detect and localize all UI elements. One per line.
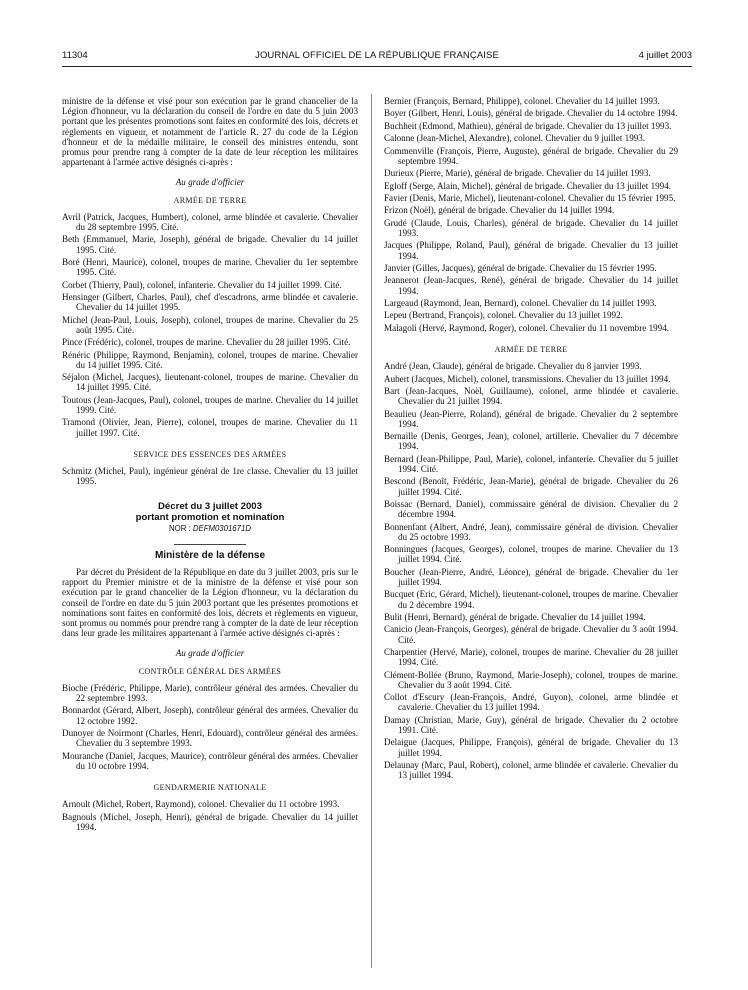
list-item: Pince (Frédéric), colonel, troupes de marine. Chevalier du 28 juillet 1995. Cité. — [62, 337, 351, 348]
journal-title: JOURNAL OFFICIEL DE LA RÉPUBLIQUE FRANÇAISE — [255, 50, 499, 61]
list-item: Canicio (Jean-François, Georges), général de brigade. Chevalier du 3 août 1994. Cité. — [384, 624, 678, 645]
list-item: Jeannerot (Jean-Jacques, René), général de brigade. Chevalier du 14 juillet 1994. — [384, 275, 678, 296]
list-item: Dunoyer de Noirmont (Charles, Henri, Edouard), contrôleur général des armées. Chevalier du 3 septembre 1993. — [62, 727, 358, 749]
entry-list — [62, 212, 358, 438]
list-item: Jacques (Philippe, Roland, Paul), général de brigade. Chevalier du 13 juillet 1994. — [384, 240, 678, 261]
issue-date: 4 juillet 2003 — [638, 50, 692, 61]
list-item: Mouranche (Daniel, Jacques, Maurice), contrôleur général des armées. Chevalier du 10 octobre 1994. — [62, 750, 358, 771]
list-item: Bagnouls (Michel, Joseph, Henri), général de brigade. Chevalier du 14 juillet 1994. — [62, 811, 358, 832]
list-item: Largeaud (Raymond, Jean, Bernard), colonel. Chevalier du 14 juillet 1993. — [384, 297, 657, 308]
list-item: Damay (Christian, Marie, Guy), général de brigade. Chevalier du 2 octobre 1991. Cité. — [384, 714, 678, 735]
list-item: Durieux (Pierre, Marie), général de brigade. Chevalier du 14 juillet 1993. — [384, 168, 651, 179]
decree-title — [62, 501, 358, 523]
decree-title-line-1: Décret du 3 juillet 2003 — [158, 500, 262, 512]
section-heading: GENDARMERIE NATIONALE — [153, 783, 267, 793]
list-item: Bucquet (Eric, Gérard, Michel), lieutenant-colonel, troupes de marine. Chevalier du 2 décembre 1994. — [384, 589, 678, 610]
list-item: Delaigue (Jacques, Philippe, François), général de brigade. Chevalier du 13 juillet 1994. — [384, 737, 678, 758]
nor-code: DEFM0301671D — [192, 523, 251, 533]
ministry-heading: Ministère de la défense — [154, 549, 266, 561]
list-item: Séjalon (Michel, Jacques), lieutenant-colonel, troupes de marine. Chevalier du 14 juillet 1995. Cité. — [62, 372, 358, 393]
list-item: Beth (Emmanuel, Marie, Joseph), général de brigade. Chevalier du 14 juillet 1995. Cité. — [62, 234, 358, 255]
list-item: Bernier (François, Bernard, Philippe), colonel. Chevalier du 14 juillet 1993. — [384, 96, 660, 106]
list-item: Schmitz (Michel, Paul), ingénieur général de 1re classe. Chevalier du 13 juillet 1995. — [62, 466, 358, 487]
list-item: Aubert (Jacques, Michel), colonel, transmissions. Chevalier du 13 juillet 1994. — [384, 373, 671, 384]
list-item: Malagoli (Hervé, Raymond, Roger), colonel. Chevalier du 11 novembre 1994. — [384, 322, 670, 333]
list-item: Tramond (Olivier, Jean, Pierre), colonel, troupes de marine. Chevalier du 11 juillet 1997. Cité. — [62, 417, 358, 438]
list-item: Bonnardot (Gérard, Albert, Joseph), contrôleur général des armées. Chevalier du 12 octobre 1992. — [62, 705, 358, 726]
list-item: Favier (Denis, Marie, Michel), lieutenant-colonel. Chevalier du 15 février 1995. — [384, 192, 676, 203]
grade-heading: Au grade d'officier — [175, 648, 245, 659]
entry-list — [384, 361, 678, 780]
list-item: Bonnenfant (Albert, André, Jean), commissaire général de division. Chevalier du 25 octobre 1993. — [384, 521, 678, 542]
list-item: André (Jean, Claude), général de brigade. Chevalier du 8 janvier 1993. — [384, 361, 642, 372]
list-item: Boyer (Gilbert, Henri, Louis), général de brigade. Chevalier du 14 octobre 1994. — [384, 108, 678, 119]
entry-list — [384, 96, 678, 333]
list-item: Avril (Patrick, Jacques, Humbert), colonel, arme blindée et cavalerie. Chevalier du 28 septembre 1995. Cité. — [62, 211, 358, 233]
list-item: Bernard (Jean-Philippe, Paul, Marie), colonel, infanterie. Chevalier du 5 juillet 1994. Cité. — [384, 453, 678, 475]
list-item: Corbet (Thierry, Paul), colonel, infanterie. Chevalier du 14 juillet 1999. Cité. — [62, 279, 342, 290]
entry-list — [62, 799, 358, 832]
header-rule — [62, 66, 692, 67]
list-item: Bonningues (Jacques, Georges), colonel, troupes de marine. Chevalier du 13 juillet 1994. Cité. — [384, 544, 678, 565]
list-item: Bescond (Benoît, Frédéric, Jean-Marie), général de brigade. Chevalier du 26 juillet 1994. Cité. — [384, 476, 678, 497]
right-column — [384, 96, 678, 783]
grade-heading: Au grade d'officier — [175, 177, 245, 188]
entry-list — [62, 466, 358, 486]
section-heading: SERVICE DES ESSENCES DES ARMÉES — [133, 449, 287, 459]
list-item: Calonne (Jean-Michel, Alexandre), colonel. Chevalier du 9 juillet 1993. — [384, 133, 646, 144]
list-item: Rénéric (Philippe, Raymond, Benjamin), colonel, troupes de marine. Chevalier du 14 juillet 1995. Cité. — [62, 349, 358, 370]
column-divider — [371, 94, 372, 968]
list-item: Egloff (Serge, Alain, Michel), général de brigade. Chevalier du 13 juillet 1994. — [384, 180, 672, 191]
entry-list — [62, 683, 358, 771]
section-heading: CONTRÔLE GÉNÉRAL DES ARMÉES — [138, 666, 282, 676]
list-item: Hensinger (Gilbert, Charles, Paul), chef d'escadrons, arme blindée et cavalerie. Chevalier du 14 juillet 1995. — [62, 292, 358, 313]
list-item: Bart (Jean-Jacques, Noël, Guillaume), colonel, arme blindée et cavalerie. Chevalier du 21 juillet 1994. — [384, 386, 678, 407]
section-heading: ARMÉE DE TERRE — [173, 195, 247, 205]
list-item: Bioche (Frédéric, Philippe, Marie), contrôleur général des armées. Chevalier du 22 septembre 1993. — [62, 682, 358, 703]
nor-label: NOR : — [169, 523, 191, 533]
decree-title-line-2: portant promotion et nomination — [135, 511, 285, 523]
decree-intro: Par décret du Président de la République en date du 3 juillet 2003, pris sur le rapport du Premier ministre et de la ministre de la défense et visé pour son exécution par le grand chancelier de la Légion d'honneur, vu la déclaration du conseil de l'ordre en date du 5 juin 2003 portant que les présentes promotions et nominations sont faites en conformité des lois, décrets et règlements en vigueur, sont promus ou nommés pour prendre rang à compter de la date de leur réception dans leur grade les militaires appartenant à l'armée active désignés ci-après : — [62, 566, 358, 639]
list-item: Michel (Jean-Paul, Louis, Joseph), colonel, troupes de marine. Chevalier du 25 août 1995. Cité. — [62, 314, 358, 335]
list-item: Delaunay (Marc, Paul, Robert), colonel, arme blindée et cavalerie. Chevalier du 13 juillet 1994. — [384, 759, 678, 781]
divider-line — [174, 544, 246, 545]
list-item: Collot d'Escury (Jean-François, André, Guyon), colonel, arme blindée et cavalerie. Chevalier du 13 juillet 1994. — [384, 692, 678, 713]
list-item: Beaulieu (Jean-Pierre, Roland), général de brigade. Chevalier du 2 septembre 1994. — [384, 408, 678, 429]
list-item: Lepeu (Bertrand, François), colonel. Chevalier du 13 juillet 1992. — [384, 310, 623, 321]
list-item: Charpentier (Hervé, Marie), colonel, troupes de marine. Chevalier du 28 juillet 1994. Cité. — [384, 646, 678, 668]
page-header — [62, 50, 692, 66]
page-number: 11304 — [62, 50, 88, 61]
list-item: Clément-Bollée (Bruno, Raymond, Marie-Joseph), colonel, troupes de marine. Chevalier du 3 août 1994. Cité. — [384, 669, 678, 690]
left-column — [62, 96, 358, 834]
list-item: Bernaille (Denis, Georges, Jean), colonel, artillerie. Chevalier du 7 décembre 1994. — [384, 431, 678, 452]
nor-reference — [62, 524, 358, 534]
list-item: Boissac (Bernard, Daniel), commissaire général de division. Chevalier du 2 décembre 1994. — [384, 499, 678, 520]
list-item: Arnoult (Michel, Robert, Raymond), colonel. Chevalier du 11 octobre 1993. — [62, 799, 340, 810]
list-item: Toutous (Jean-Jacques, Paul), colonel, troupes de marine. Chevalier du 14 juillet 1999. Cité. — [62, 394, 358, 415]
list-item: Commenville (François, Pierre, Auguste), général de brigade. Chevalier du 29 septembre 1994. — [384, 145, 678, 166]
list-item: Buchheit (Edmond, Mathieu), général de brigade. Chevalier du 13 juillet 1993. — [384, 120, 672, 131]
section-heading: ARMÉE DE TERRE — [494, 345, 568, 355]
list-item: Janvier (Gilles, Jacques), général de brigade. Chevalier du 15 février 1995. — [384, 262, 657, 273]
decree-intro-continued: ministre de la défense et visé pour son exécution par le grand chancelier de la Légion d'honneur, vu la déclaration du conseil de l'ordre en date du 5 juin 2003 portant que les présentes promotions sont faites en conformité des lois, décrets et règlements en vigueur, et notamment de l'article R. 27 du code de la Légion d'honneur et de la médaille militaire, le conseil des ministres entendu, sont promus pour prendre rang à compter de la date de leur réception les militaires appartenant à l'armée active désignés ci-après : — [62, 96, 358, 168]
list-item: Grudé (Claude, Louis, Charles), général de brigade. Chevalier du 14 juillet 1993. — [384, 217, 678, 238]
list-item: Boucher (Jean-Pierre, André, Léonce), général de brigade. Chevalier du 1er juillet 1994. — [384, 566, 678, 587]
list-item: Boré (Henri, Maurice), colonel, troupes de marine. Chevalier du 1er septembre 1995. Cité. — [62, 257, 358, 278]
list-item: Frizon (Noël), général de brigade. Chevalier du 14 juillet 1994. — [384, 205, 615, 216]
list-item: Bulit (Henri, Bernard), général de brigade. Chevalier du 14 juillet 1994. — [384, 611, 646, 622]
